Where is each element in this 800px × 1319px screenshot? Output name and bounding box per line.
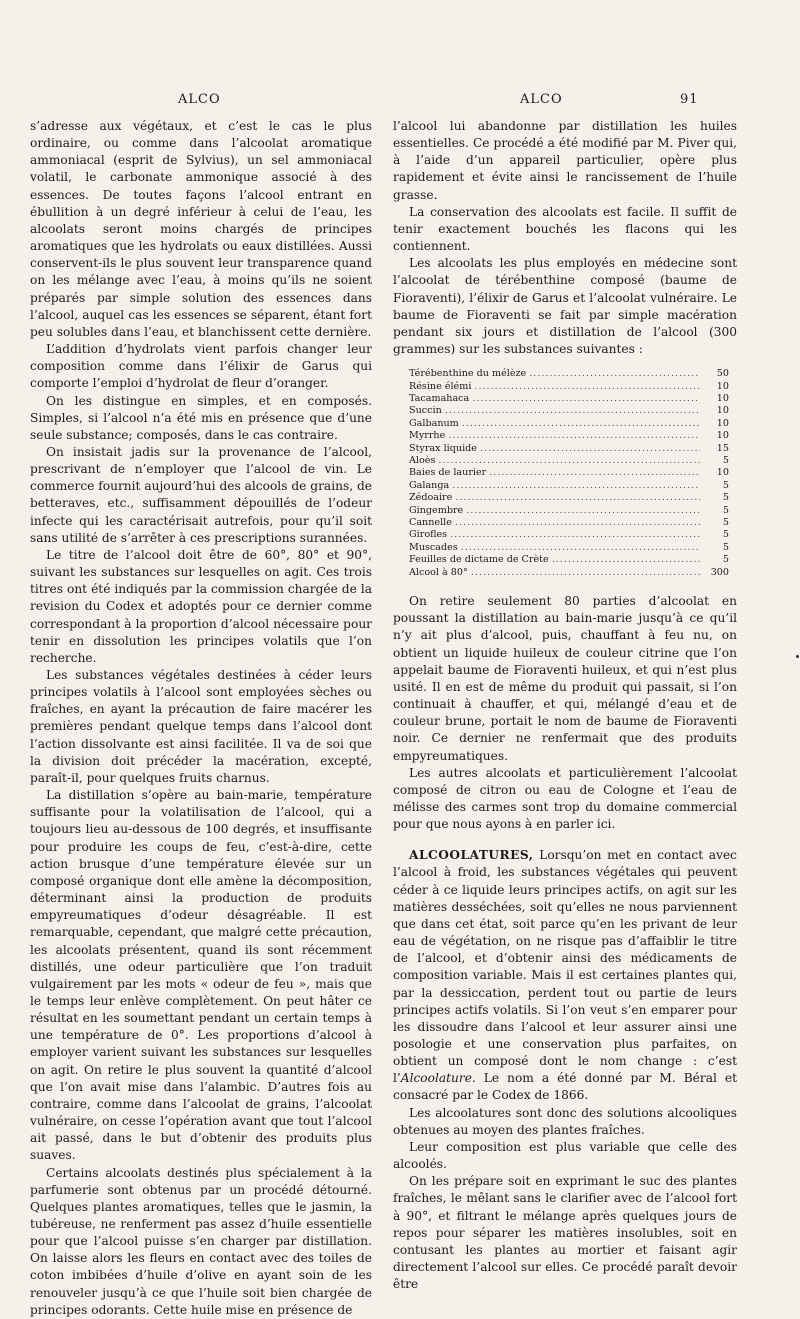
page-number: 91 (680, 92, 699, 107)
ingredient-row (409, 542, 729, 554)
ingredient-name: Gingembre (409, 504, 464, 516)
paragraph: On insistait jadis sur la provenance de l’alcool, prescrivant de n’employer que l’alcool de vin. Le commerce fournit aujourd’hui des alcools de grains, de betteraves, etc., suffisamment dépouillés de l’odeur infecte qui les caractérisait autrefois, pour qu’il soit sans utilité de s’arrêter à ces prescriptions surannées. (30, 444, 372, 545)
paragraph: Le titre de l’alcool doit être de 60°, 80° et 90°, suivant les substances sur lesquelles on agit. Ces trois titres ont été indiqués par la commission chargée de la revision du Codex et adoptés pour ce dernier comme correspondant à la proportion d’alcool nécessaire pour tenir en dissolution les principes volatils que l’on recherche. (30, 547, 372, 665)
ingredient-quantity: 5 (722, 529, 729, 541)
ingredient-row (409, 418, 729, 430)
paragraph: La conservation des alcoolats est facile. Il suffit de tenir exactement bouchés les flacons qui les contiennent. (393, 204, 737, 254)
ingredient-row (409, 529, 729, 541)
right-running-title: ALCO (520, 92, 563, 107)
paragraph: L’addition d’hydrolats vient parfois changer leur composition comme dans l’élixir de Garus qui comporte l’emploi d’hydrolat de fleur d’oranger. (30, 342, 372, 391)
ingredient-quantity: 5 (722, 541, 729, 553)
ingredient-quantity: 5 (722, 479, 729, 491)
dot-leader (471, 567, 700, 579)
left-column (30, 118, 372, 1319)
paragraph: Les alcoolatures sont donc des solutions alcooliques obtenues au moyen des plantes fraîches. (393, 1105, 737, 1137)
dot-leader (455, 492, 700, 504)
ingredient-name: Galanga (409, 479, 450, 491)
ingredient-row (409, 517, 729, 529)
ingredient-name: Galbanum (409, 417, 459, 429)
ingredient-list (409, 368, 729, 579)
paragraph: On les distingue en simples, et en composés. Simples, si l’alcool n’a été mis en présence que d’une seule substance; composés, dans le cas contraire. (30, 393, 372, 442)
ingredient-name: Résine élémi (409, 380, 472, 392)
dot-leader (445, 405, 700, 417)
ingredient-row (409, 368, 729, 380)
ingredient-name: Feuilles de dictame de Crète (409, 554, 549, 566)
ingredient-quantity: 10 (716, 417, 729, 429)
dot-leader (462, 418, 700, 430)
ingredient-row (409, 443, 729, 455)
dot-leader (461, 542, 700, 554)
ingredient-row (409, 430, 729, 442)
ingredient-name: Succin (409, 405, 442, 417)
paragraph: On les prépare soit en exprimant le suc des plantes fraîches, le mêlant sans le clarifier avec de l’alcool fort à 90°, et filtrant le mélange après quelques jours de repos pour séparer les matières insolubles, soit en contusant les plantes au mortier et faisant agir directement l’alcool sur elles. Ce procédé paraît devoir être (393, 1174, 737, 1292)
left-running-title: ALCO (178, 92, 221, 107)
ingredient-name: Térébenthine du mélèze (409, 368, 527, 380)
ingredient-quantity: 10 (716, 430, 729, 442)
dot-leader (472, 393, 700, 405)
paragraph: Les alcoolats les plus employés en médecine sont l’alcoolat de térébenthine composé (baume de Fioraventi), l’élixir de Garus et l’alcoolat vulnéraire. Le baume de Fioraventi se fait par simple macération pendant six jours et distillation de l’alcool (300 grammes) sur les substances suivantes : (393, 256, 737, 357)
entry-text: Le nom a été donné par M. Béral et consacré par le Codex de 1866. (393, 1071, 737, 1103)
ingredient-quantity: 10 (716, 393, 729, 404)
ingredient-row (409, 567, 729, 579)
ingredient-quantity: 300 (710, 566, 729, 578)
ink-speck (796, 655, 799, 658)
running-header (0, 92, 800, 112)
ingredient-quantity: 5 (722, 554, 729, 566)
paragraph: Certains alcoolats destinés plus spécialement à la parfumerie sont obtenus par un procédé détourné. Quelques plantes aromatiques, telles que le jasmin, la tubéreuse, ne renferment pas assez d’huile essentielle pour que l’alcool puisse s’en charger par distillation. On laisse alors les fleurs en contact avec des toiles de coton imbibées d’huile d’olive en ayant soin de les renouveler jusqu’à ce que l’huile soit bien chargée de principes odorants. Cette huile mise en présence de (30, 1165, 372, 1317)
ingredient-quantity: 10 (716, 467, 729, 479)
ingredient-row (409, 381, 729, 393)
ingredient-name: Alcool à 80° (409, 566, 468, 578)
paragraph: Les substances végétales destinées à céder leurs principes volatils à l’alcool sont employées sèches ou fraîches, en ayant la précaution de faire macérer les premières pendant quelque temps dans l’alcool dont l’action dissolvante est ainsi facilitée. Il va de soi que la division doit précéder la macération, excepté, paraît-il, pour quelques fruits charnus. (30, 668, 372, 785)
ingredient-row (409, 554, 729, 566)
dot-leader (438, 455, 700, 467)
ingredient-quantity: 5 (722, 492, 729, 504)
ingredient-name: Styrax liquide (409, 442, 477, 454)
dot-leader (529, 368, 700, 380)
paragraph: s’adresse aux végétaux, et c’est le cas le plus ordinaire, ou comme dans l’alcoolat aromatique ammoniacal (esprit de Sylvius), un sel ammoniacal volatil, le carbonate ammonique associé à des essences. De toutes façons l’alcool entrant en ébullition à un degré inférieur à celui de l’eau, les alcoolats seront moins chargés de principes aromatiques que les hydrolats ou eaux distillées. Aussi conservent-ils le plus souvent leur transparence quand on les mélange avec l’eau, à moins qu’ils ne soient préparés par simple solution des essences dans l’alcool, auquel cas les essences se séparent, étant fort peu solubles dans l’eau, et blanchissent cette dernière. (30, 119, 372, 339)
ingredient-quantity: 50 (716, 368, 729, 380)
dot-leader (552, 554, 700, 566)
paragraph: La distillation s’opère au bain-marie, température suffisante pour la volatilisation de l’alcool, qui a toujours lieu au-dessous de 100 degrés, et insuffisante pour produire les coups de feu, c’est-à-dire, cette action brusque d’une température élevée sur un composé organique dont elle amène la décomposition, déterminant ainsi la production de produits empyreumatiques d’odeur désagréable. Il est remarquable, cependant, que malgré cette précaution, les alcoolats présentent, quand ils sont récemment distillés, une odeur particulière que l’on traduit vulgairement par les mots « odeur de feu », mais que le temps leur enlève complètement. On peut hâter ce résultat en les soumettant pendant un certain temps à une température de 0°. Les proportions d’alcool à employer varient suivant les substances sur lesquelles on agit. On retire le plus souvent la quantité d’alcool que l’on avait mise dans l’alambic. D’autres fois au contraire, comme dans l’alcoolat de grains, l’alcoolat vulnéraire, on cesse l’opération avant que tout l’alcool ait passé, dans le but d’obtenir des produits plus suaves. (30, 788, 372, 1163)
ingredient-quantity: 5 (722, 517, 729, 529)
paragraph: l’alcool lui abandonne par distillation les huiles essentielles. Ce procédé a été modifié par M. Piver qui, à l’aide d’un appareil particulier, opère plus rapidement et évite ainsi le rancissement de l’huile grasse. (393, 119, 737, 202)
ingredient-quantity: 10 (716, 380, 729, 392)
ingredient-name: Muscades (409, 541, 458, 553)
alcoolatures-entry (393, 847, 737, 1104)
entry-text: Lorsqu’on met en contact avec l’alcool à froid, les substances végétales qui peuvent céder à ce liquide leurs principes actifs, on agit sur les matières desséchées, soit qu’elles ne nous parviennent que dans cet état, soit parce qu’en les privant de leur eau de végétation, on ne risque pas d’affaiblir le titre de l’alcool, et d’obtenir ainsi des médicaments de composition variable. Mais il est certaines plantes qui, par la dessiccation, perdent tout ou partie de leurs principes actifs volatils. Si l’on veut s’en emparer pour les dissoudre dans l’alcool et leur assurer ainsi une posologie et une conservation plus parfaites, on obtient un composé dont le nom change : c’est l’ (393, 848, 737, 1086)
paragraph: Leur composition est plus variable que celle des alcoolés. (393, 1139, 737, 1172)
ingredient-row (409, 505, 729, 517)
ingredient-quantity: 5 (722, 504, 729, 516)
paragraph: On retire seulement 80 parties d’alcoolat en poussant la distillation au bain-marie jusqu’à ce qu’il n’y ait plus d’alcool, puis, chauffant à feu nu, on obtient un liquide huileux de couleur citrine que l’on appelait baume de Fioraventi huileux, et qui n’est plus usité. Il en est de même du produit qui passait, si l’on continuait à chauffer, et qui, mélangé d’eau et de couleur brune, portait le nom de baume de Fioraventi noir. Ce dernier ne renfermait que des produits empyreumatiques. (393, 594, 737, 763)
dot-leader (448, 430, 700, 442)
ingredient-name: Myrrhe (409, 430, 446, 442)
ingredient-name: Baies de laurier (409, 467, 487, 479)
ingredient-name: Aloès (409, 455, 436, 467)
dot-leader (455, 517, 700, 529)
paragraph: Les autres alcoolats et particulièrement l’alcoolat composé de citron ou eau de Cologne et l’eau de mélisse des carmes sont trop du domaine commercial pour que nous ayons à en parler ici. (393, 765, 737, 832)
dot-leader (450, 529, 700, 541)
dot-leader (489, 467, 700, 479)
dot-leader (466, 505, 700, 517)
ingredient-row (409, 492, 729, 504)
dot-leader (452, 480, 700, 492)
ingredient-row (409, 467, 729, 479)
ingredient-name: Cannelle (409, 517, 452, 529)
ingredient-quantity: 10 (716, 405, 729, 417)
ingredient-quantity: 5 (722, 455, 729, 467)
ingredient-name: Tacamahaca (409, 393, 470, 404)
entry-term: ALCOOLATURES, (409, 848, 534, 863)
ingredient-row (409, 455, 729, 467)
dot-leader (480, 443, 700, 455)
right-column (393, 118, 737, 1293)
ingredient-name: Zédoaire (409, 492, 453, 504)
ingredient-row (409, 405, 729, 417)
entry-italic-term: Alcoolature. (400, 1071, 476, 1086)
ingredient-row (409, 393, 729, 405)
ingredient-row (409, 480, 729, 492)
dot-leader (474, 381, 700, 393)
ingredient-name: Girofles (409, 529, 448, 541)
ingredient-quantity: 15 (716, 442, 729, 454)
